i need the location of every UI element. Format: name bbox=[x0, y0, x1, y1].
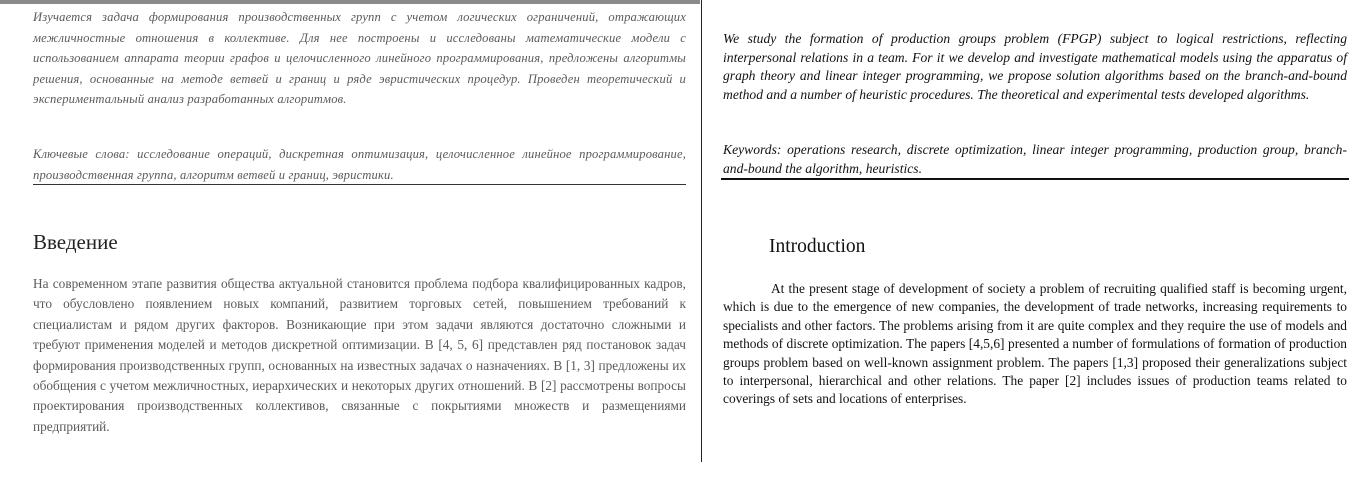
russian-keywords: Ключевые слова: исследование операций, дискретная оптимизация, целочисленное линейное программирование, производственная группа, алгоритм ветвей и границ, эвристики. bbox=[33, 147, 686, 182]
english-keywords: Keywords: operations research, discrete optimization, linear integer programming, production group, branch-and-bound the algorithm, heuristics. bbox=[723, 142, 1347, 176]
russian-section-heading: Введение bbox=[33, 230, 118, 254]
english-page bbox=[704, 0, 1369, 477]
russian-abstract: Изучается задача формирования производственных групп с учетом логических ограничений, отражающих межличностные отношения в коллективе. Для нее построены и исследованы математические модели с использованием аппарата теории графов и целочисленного линейного программирования, предложены алгоритмы решения, основанные на методе ветвей и границ и ряде эвристических процедур. Проведен теоретический и экспериментальный анализ разработанных алгоритмов. bbox=[33, 10, 686, 106]
english-abstract-rule bbox=[721, 178, 1349, 180]
english-section-heading: Introduction bbox=[769, 236, 866, 257]
top-scan-bar bbox=[0, 0, 700, 4]
page-divider bbox=[701, 0, 702, 462]
english-intro-paragraph: At the present stage of development of society a problem of recruiting qualified staff is becoming urgent, which is due to the emergence of new companies, the development of trade networks, increasing requirements to specialists and other factors. The problems arising from it are quite complex and they require the use of models and methods of discrete optimization. The papers [4,5,6] presented a number of formulations of formation of production groups problem based on well-known assignment problem. The papers [1,3] proposed their generalizations subject to interpersonal, hierarchical and other relations. The paper [2] includes issues of production teams related to coverings of sets and locations of enterprises. bbox=[723, 281, 1347, 407]
russian-abstract-rule bbox=[33, 184, 686, 185]
russian-intro-paragraph: На современном этапе развития общества актуальной становится проблема подбора квалифицированных кадров, что обусловлено появлением новых компаний, развитием торговых сетей, повышением требований к специалистам и рядом других факторов. Возникающие при этом задачи являются достаточно сложными и требуют применения моделей и методов дискретной оптимизации. В [4, 5, 6] представлен ряд постановок задач формирования производственных групп, основанных на известных задачах о назначениях. В [1, 3] предложены их обобщения с учетом межличностных, иерархических и некоторых других отношений. В [2] рассмотрены вопросы проектирования производственных коллективов, связанные с покрытиями множеств и размещениями предприятий. bbox=[33, 276, 686, 434]
english-abstract: We study the formation of production groups problem (FPGP) subject to logical restrictions, reflecting interpersonal relations in a team. For it we develop and investigate mathematical models using the apparatus of graph theory and linear integer programming, we propose solution algorithms based on the branch-and-bound method and a number of heuristic procedures. The theoretical and experimental tests developed algorithms. bbox=[723, 31, 1347, 102]
